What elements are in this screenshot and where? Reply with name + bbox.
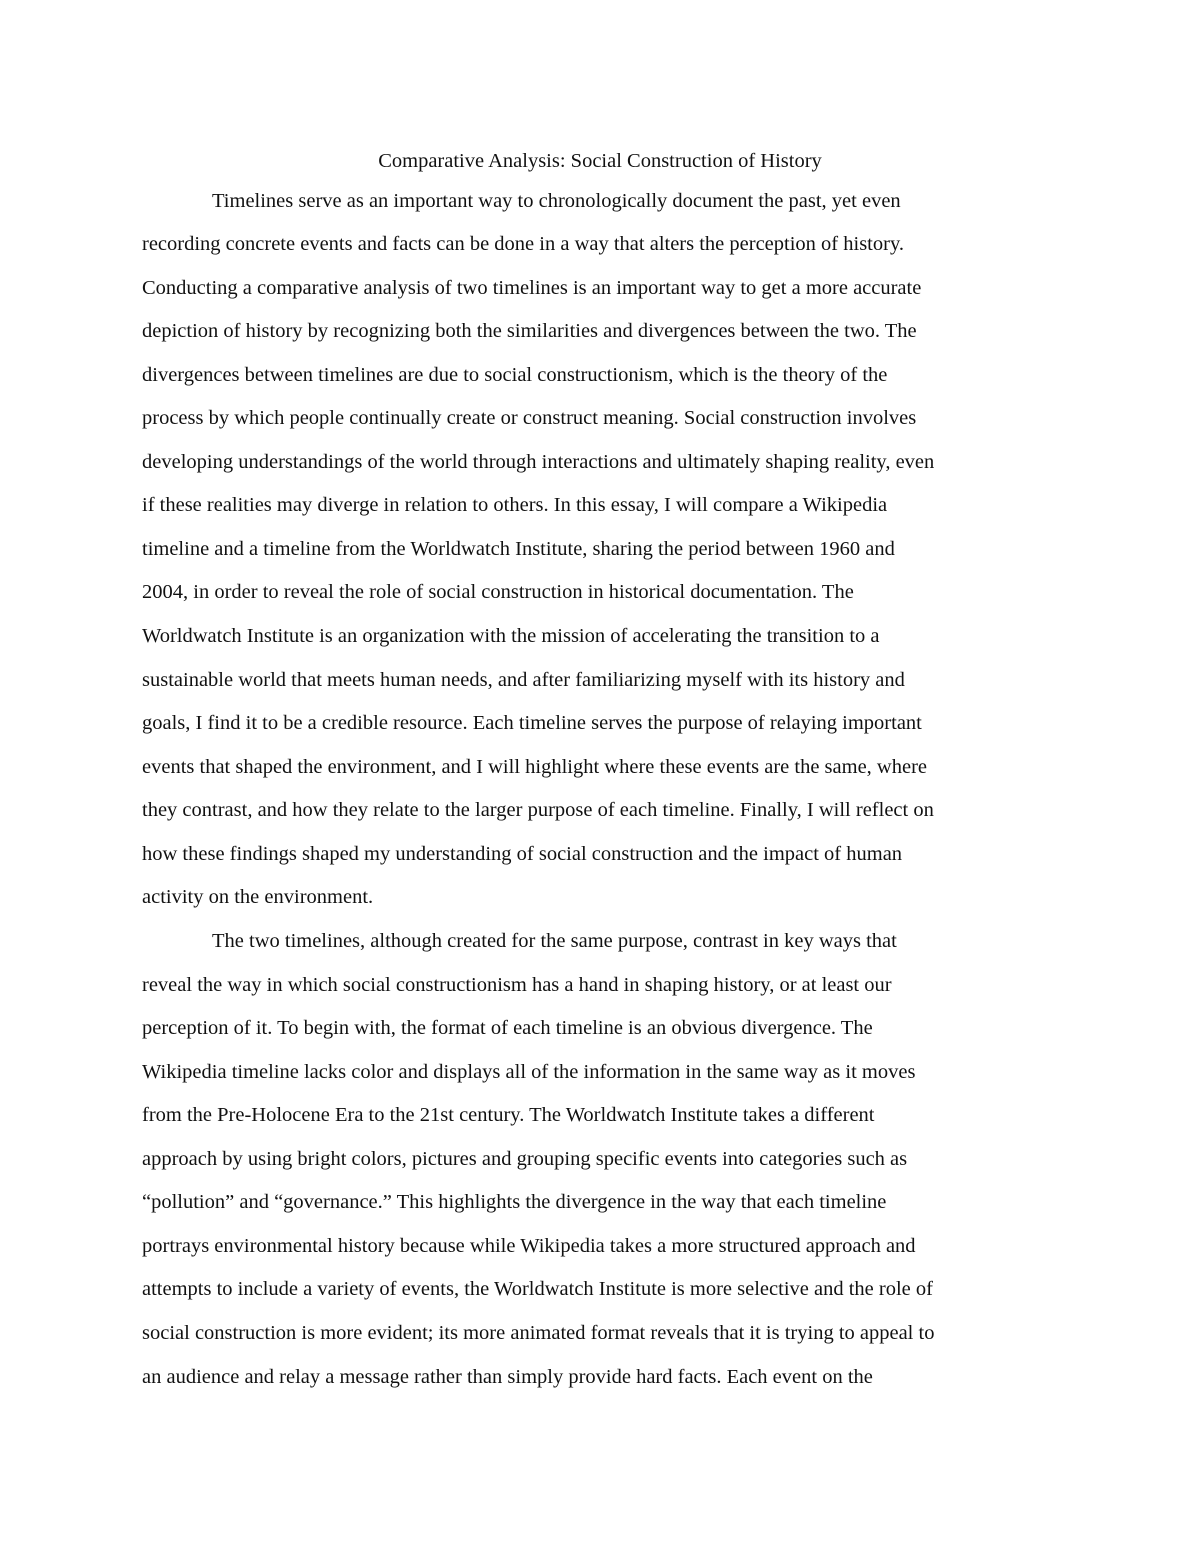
paragraph-2-line-7: “pollution” and “governance.” This highlights the divergence in the way that each timeline	[142, 1191, 887, 1213]
paragraph-1-line-10: 2004, in order to reveal the role of social construction in historical documentation. The	[142, 581, 854, 603]
paragraph-1-line-5: divergences between timelines are due to social constructionism, which is the theory of the	[142, 364, 888, 386]
paragraph-2-line-6: approach by using bright colors, pictures and grouping specific events into categories such as	[142, 1148, 908, 1170]
paragraph-2-line-11: an audience and relay a message rather than simply provide hard facts. Each event on the	[142, 1366, 873, 1388]
paragraph-1-line-8: if these realities may diverge in relation to others. In this essay, I will compare a Wikipedia	[142, 494, 888, 516]
paragraph-1-line-13: goals, I find it to be a credible resource. Each timeline serves the purpose of relaying important	[142, 712, 922, 734]
paragraph-1-line-16: how these findings shaped my understanding of social construction and the impact of human	[142, 843, 903, 865]
paragraph-2-line-8: portrays environmental history because while Wikipedia takes a more structured approach and	[142, 1235, 916, 1257]
paragraph-1-line-12: sustainable world that meets human needs, and after familiarizing myself with its history and	[142, 669, 905, 691]
paragraph-2-line-5: from the Pre-Holocene Era to the 21st century. The Worldwatch Institute takes a different	[142, 1104, 875, 1126]
paragraph-1-line-6: process by which people continually create or construct meaning. Social construction involves	[142, 407, 917, 429]
paragraph-1-line-1: Timelines serve as an important way to chronologically document the past, yet even	[212, 190, 901, 212]
paragraph-1-line-17: activity on the environment.	[142, 886, 374, 908]
paragraph-2-line-4: Wikipedia timeline lacks color and displays all of the information in the same way as it moves	[142, 1061, 916, 1083]
paragraph-2-line-1: The two timelines, although created for the same purpose, contrast in key ways that	[212, 930, 897, 952]
paragraph-2-line-10: social construction is more evident; its more animated format reveals that it is trying to appeal to	[142, 1322, 935, 1344]
paragraph-1-line-4: depiction of history by recognizing both the similarities and divergences between the two. The	[142, 320, 917, 342]
paragraph-1-line-7: developing understandings of the world through interactions and ultimately shaping reality, even	[142, 451, 935, 473]
paragraph-1-line-15: they contrast, and how they relate to the larger purpose of each timeline. Finally, I will reflect on	[142, 799, 934, 821]
paragraph-2-line-9: attempts to include a variety of events, the Worldwatch Institute is more selective and the role of	[142, 1278, 933, 1300]
paragraph-2-line-2: reveal the way in which social constructionism has a hand in shaping history, or at least our	[142, 974, 892, 996]
paragraph-2-line-3: perception of it. To begin with, the format of each timeline is an obvious divergence. The	[142, 1017, 873, 1039]
paragraph-1-line-2: recording concrete events and facts can be done in a way that alters the perception of history.	[142, 233, 904, 255]
paragraph-1-line-11: Worldwatch Institute is an organization with the mission of accelerating the transition to a	[142, 625, 880, 647]
document-title: Comparative Analysis: Social Construction of History	[378, 150, 822, 172]
paragraph-1-line-14: events that shaped the environment, and I will highlight where these events are the same, where	[142, 756, 928, 778]
paragraph-1-line-9: timeline and a timeline from the Worldwatch Institute, sharing the period between 1960 and	[142, 538, 895, 560]
paragraph-1-line-3: Conducting a comparative analysis of two timelines is an important way to get a more accurate	[142, 277, 922, 299]
